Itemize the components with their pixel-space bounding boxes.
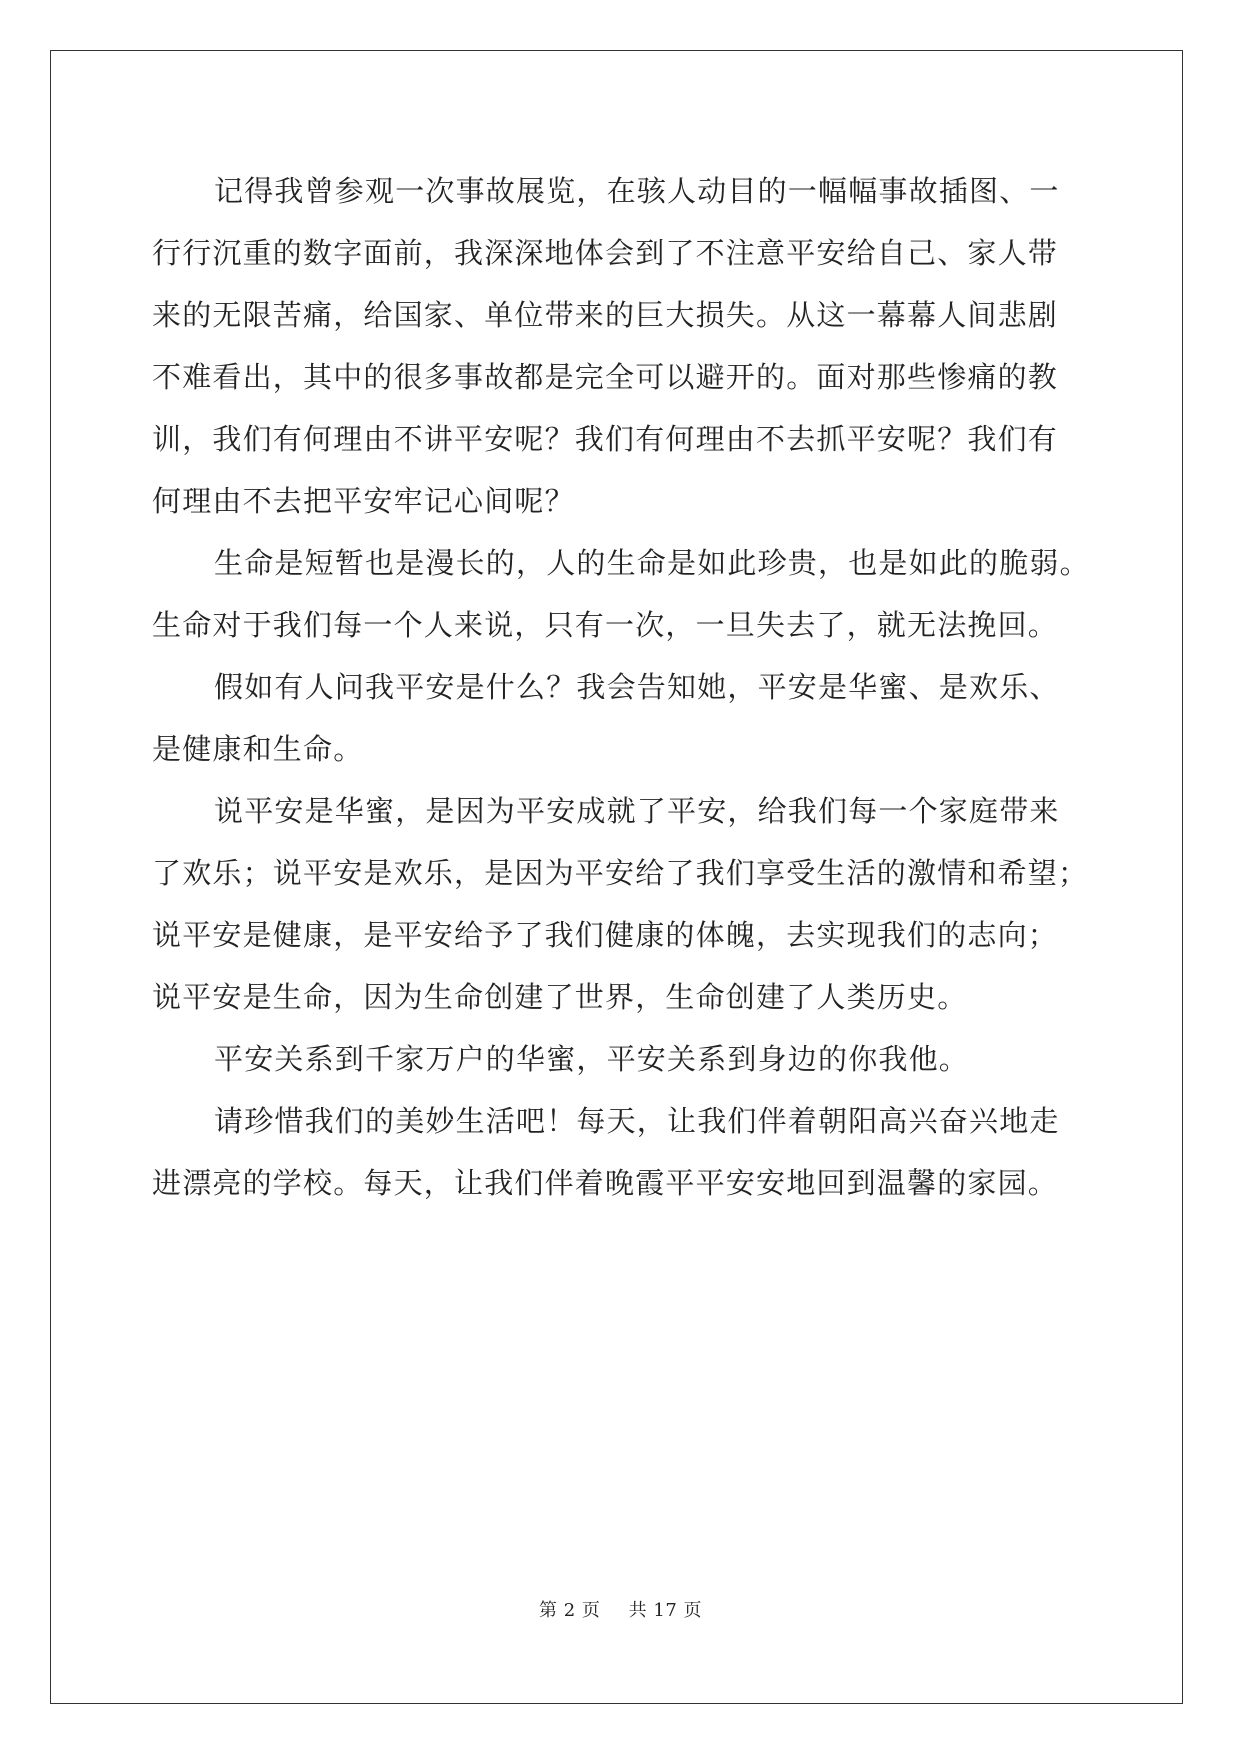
text-line: 来的无限苦痛，给国家、单位带来的巨大损失。从这一幕幕人间悲剧 <box>152 298 1059 332</box>
text-line: 生命是短暂也是漫长的，人的生命是如此珍贵，也是如此的脆弱。 <box>214 546 1090 580</box>
text-line: 不难看出，其中的很多事故都是完全可以避开的。面对那些惨痛的教 <box>152 360 1059 394</box>
text-line: 何理由不去把平安牢记心间呢？ <box>152 484 575 518</box>
text-line: 记得我曾参观一次事故展览，在骇人动目的一幅幅事故插图、一 <box>214 174 1060 208</box>
text-line: 行行沉重的数字面前，我深深地体会到了不注意平安给自己、家人带 <box>152 236 1059 270</box>
text-line: 训，我们有何理由不讲平安呢？我们有何理由不去抓平安呢？我们有 <box>152 422 1059 456</box>
text-line: 生命对于我们每一个人来说，只有一次，一旦失去了，就无法挽回。 <box>152 608 1059 642</box>
text-line: 是健康和生命。 <box>152 732 364 766</box>
text-line: 说平安是健康，是平安给予了我们健康的体魄，去实现我们的志向； <box>152 918 1059 952</box>
text-line: 进漂亮的学校。每天，让我们伴着晚霞平平安安地回到温馨的家园。 <box>152 1166 1059 1200</box>
text-line: 平安关系到千家万户的华蜜，平安关系到身边的你我他。 <box>214 1042 970 1076</box>
page-total: 共 17 页 <box>628 1600 702 1621</box>
document-body <box>152 160 1092 1214</box>
text-line: 假如有人问我平安是什么？我会告知她，平安是华蜜、是欢乐、 <box>214 670 1060 704</box>
text-line: 了欢乐；说平安是欢乐，是因为平安给了我们享受生活的激情和希望； <box>152 856 1089 890</box>
text-line: 请珍惜我们的美妙生活吧！每天，让我们伴着朝阳高兴奋兴地走 <box>214 1104 1060 1138</box>
page-number: 第 2 页 <box>539 1600 601 1621</box>
text-line: 说平安是生命，因为生命创建了世界，生命创建了人类历史。 <box>152 980 968 1014</box>
text-line: 说平安是华蜜，是因为平安成就了平安，给我们每一个家庭带来 <box>214 794 1060 828</box>
page-footer <box>0 1596 1241 1622</box>
